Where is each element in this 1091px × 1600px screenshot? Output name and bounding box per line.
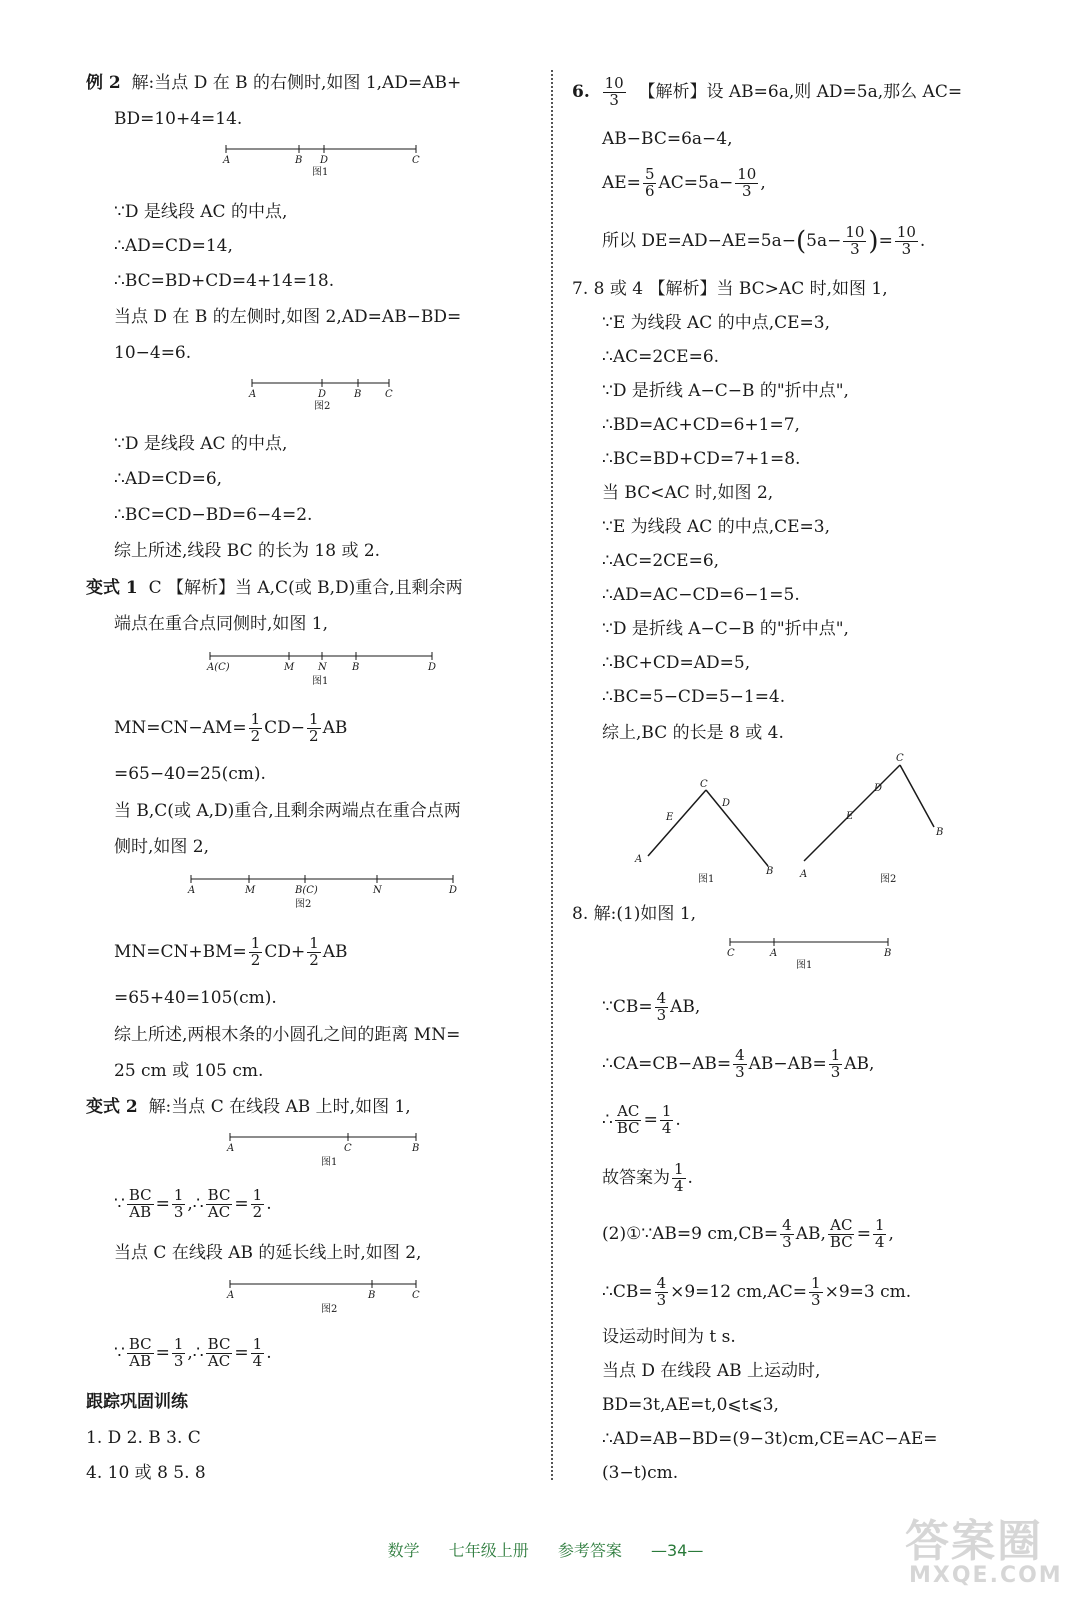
question-8-line-5: 故答案为 $\frac{1}{4}$ . <box>602 1160 693 1195</box>
v2-f2-label-b: B <box>368 1290 376 1301</box>
example-2-line-5: ∴BC=BD+CD=4+14=18. <box>114 271 335 291</box>
frac-one-half: $\frac{1}{2}$ <box>250 710 261 745</box>
question-8-line-8: 设运动时间为 t s. <box>602 1327 736 1347</box>
frac-bc-over-ab: $\frac{BC}{AB}$ <box>128 1186 152 1221</box>
q7-f1-label-e: E <box>666 812 674 823</box>
v2-f2-caption: 图2 <box>321 1304 338 1315</box>
footer-grade: 七年级上册 <box>448 1541 529 1560</box>
question-7-line-13: ∴BC=5−CD=5−1=4. <box>602 687 786 707</box>
v1-f2-label-m: M <box>245 885 256 896</box>
q7-f2-label-e: E <box>846 811 854 822</box>
q7-f1-label-a: A <box>635 854 643 865</box>
ex2-figure-2 <box>246 377 406 417</box>
question-8-line-9: 当点 D 在线段 AB 上运动时, <box>602 1361 821 1381</box>
example-2-line-6: 当点 D 在 B 的左侧时,如图 2,AD=AB−BD= <box>114 307 462 327</box>
answers-row-2: 4. 10 或 8 5. 8 <box>86 1463 206 1483</box>
variant-1-line-8: 25 cm 或 105 cm. <box>114 1061 264 1081</box>
q7-f2-label-a: A <box>800 869 808 880</box>
v1-f1-caption: 图1 <box>312 676 329 687</box>
q8-f1-caption: 图1 <box>796 960 813 971</box>
q7-f2-caption: 图2 <box>880 874 897 885</box>
question-7-line-4: ∵D 是折线 A−C−B 的"折中点", <box>602 381 849 401</box>
frac-one-fourth: $\frac{1}{4}$ <box>661 1102 672 1137</box>
frac-one-fourth: $\frac{1}{4}$ <box>252 1335 263 1370</box>
example-2-line-7: 10−4=6. <box>114 343 192 363</box>
v2-f2-label-c: C <box>412 1290 420 1301</box>
footer-label: 参考答案 <box>557 1541 622 1560</box>
frac-ac-over-bc: $\frac{AC}{BC}$ <box>829 1216 853 1251</box>
frac-ten-thirds: $\frac{10}{3}$ <box>604 74 624 109</box>
example-2-line-3: ∵D 是线段 AC 的中点, <box>114 202 288 222</box>
ex2-f1-label-d: D <box>320 155 329 166</box>
frac-one-half: $\frac{1}{2}$ <box>252 1186 263 1221</box>
variant-1-line-2: 端点在重合点同侧时,如图 1, <box>114 614 329 634</box>
question-8-line-4: ∴ $\frac{AC}{BC}$ = $\frac{1}{4}$ . <box>602 1102 681 1137</box>
v2-figure-1 <box>224 1131 434 1173</box>
ex2-f1-caption: 图1 <box>312 167 329 178</box>
v1-f1-label-b: B <box>352 662 360 673</box>
q7-figure-1 <box>632 770 792 890</box>
v1-f2-caption: 图2 <box>295 899 312 910</box>
variant-1-equation-2: MN=CN+BM= $\frac{1}{2}$ CD+ $\frac{1}{2}$ AB <box>114 934 348 969</box>
variant-1-equation-1: MN=CN−AM= $\frac{1}{2}$ CD− $\frac{1}{2}$ AB <box>114 710 348 745</box>
question-7-line-6: ∴BC=BD+CD=7+1=8. <box>602 449 801 469</box>
example-2-line-8: ∵D 是线段 AC 的中点, <box>114 434 288 454</box>
footer-page-number: —34— <box>650 1541 704 1560</box>
v1-figure-2 <box>185 873 475 915</box>
variant-2-ratio-1: ∵ $\frac{BC}{AB}$ = $\frac{1}{3}$ ,∴ $\frac{BC}{AC}$ = $\frac{1}{2}$ . <box>114 1186 272 1221</box>
q8-figure-1 <box>724 936 904 976</box>
answers-row-1: 1. D 2. B 3. C <box>86 1428 201 1448</box>
variant-1-line-4: 当 B,C(或 A,D)重合,且剩余两端点在重合点两 <box>114 801 461 821</box>
frac-bc-over-ab: $\frac{BC}{AB}$ <box>128 1335 152 1370</box>
ex2-figure-1 <box>220 143 430 183</box>
variant-2-ratio-2: ∵ $\frac{BC}{AB}$ = $\frac{1}{3}$ ,∴ $\frac{BC}{AC}$ = $\frac{1}{4}$ . <box>114 1335 272 1370</box>
ex2-f2-label-b: B <box>354 389 362 400</box>
v1-f2-label-bc: B(C) <box>295 885 318 896</box>
q8-f1-label-a: A <box>770 948 778 959</box>
q7-f1-label-b: B <box>766 866 774 877</box>
footer-subject: 数学 <box>387 1541 420 1560</box>
frac-bc-over-ac: $\frac{BC}{AC}$ <box>207 1335 231 1370</box>
v1-f1-label-n: N <box>318 662 327 673</box>
question-8-line-11: ∴AD=AB−BD=(9−3t)cm,CE=AC−AE= <box>602 1429 938 1449</box>
example-2-line-4: ∴AD=CD=14, <box>114 236 233 256</box>
ex2-f2-label-c: C <box>385 389 393 400</box>
watermark-text: 答案圈 <box>905 1516 1043 1567</box>
ex2-f2-caption: 图2 <box>314 401 331 412</box>
column-divider <box>551 70 553 1480</box>
q7-f1-label-d: D <box>722 798 731 809</box>
example-2-line-11: 综上所述,线段 BC 的长为 18 或 2. <box>114 541 381 561</box>
v2-f2-label-a: A <box>227 1290 235 1301</box>
frac-four-thirds: $\frac{4}{3}$ <box>782 1216 792 1251</box>
v1-f2-label-d: D <box>449 885 458 896</box>
question-8-line-1: 8. 解:(1)如图 1, <box>572 904 697 924</box>
ex2-f1-label-a: A <box>223 155 231 166</box>
variant-2-line-2: 当点 C 在线段 AB 的延长线上时,如图 2, <box>114 1243 422 1263</box>
frac-ac-over-bc: $\frac{AC}{BC}$ <box>616 1102 640 1137</box>
question-7-line-9: ∴AC=2CE=6, <box>602 551 720 571</box>
q7-figure-2 <box>796 755 966 890</box>
example-2-line-1: 例 2 解:当点 D 在 B 的右侧时,如图 1,AD=AB+ <box>86 73 462 93</box>
frac-one-third: $\frac{1}{3}$ <box>173 1335 184 1370</box>
frac-one-half: $\frac{1}{2}$ <box>250 934 261 969</box>
question-7-line-5: ∴BD=AC+CD=6+1=7, <box>602 415 800 435</box>
v1-f2-label-a: A <box>188 885 196 896</box>
q8-f1-label-c: C <box>727 948 735 959</box>
question-7-line-10: ∴AD=AC−CD=6−1=5. <box>602 585 800 605</box>
watermark-url: MXQE.COM <box>909 1563 1063 1588</box>
frac-one-third: $\frac{1}{3}$ <box>830 1046 841 1081</box>
q7-f1-caption: 图1 <box>698 874 715 885</box>
frac-ten-thirds: $\frac{10}{3}$ <box>896 223 916 258</box>
frac-one-half: $\frac{1}{2}$ <box>309 934 319 969</box>
frac-one-half: $\frac{1}{2}$ <box>309 710 319 745</box>
variant-2-line-1: 变式 2 解:当点 C 在线段 AB 上时,如图 1, <box>86 1097 411 1117</box>
v2-f1-label-b: B <box>412 1143 420 1154</box>
frac-one-fourth: $\frac{1}{4}$ <box>874 1216 885 1251</box>
question-8-line-7: ∴CB= $\frac{4}{3}$ ×9=12 cm,AC= $\frac{1}{3}$ ×9=3 cm. <box>602 1274 912 1309</box>
variant-1-line-7: 综上所述,两根木条的小圆孔之间的距离 MN= <box>114 1025 461 1045</box>
question-8-line-3: ∴CA=CB−AB= $\frac{4}{3}$ AB−AB= $\frac{1}{3}$ AB, <box>602 1046 875 1081</box>
variant-1-line-3: =65−40=25(cm). <box>114 764 266 784</box>
question-7-line-8: ∵E 为线段 AC 的中点,CE=3, <box>602 517 831 537</box>
frac-bc-over-ac: $\frac{BC}{AC}$ <box>207 1186 231 1221</box>
v2-f1-label-a: A <box>227 1143 235 1154</box>
frac-one-third: $\frac{1}{3}$ <box>811 1274 821 1309</box>
question-6-line-3: AE= $\frac{5}{6}$ AC=5a− $\frac{10}{3}$ , <box>602 165 766 200</box>
frac-one-third: $\frac{1}{3}$ <box>173 1186 184 1221</box>
v1-f1-label-d: D <box>428 662 437 673</box>
question-7-line-14: 综上,BC 的长是 8 或 4. <box>602 723 784 743</box>
v1-f1-label-ac: A(C) <box>207 662 230 673</box>
question-6-line-2: AB−BC=6a−4, <box>602 129 733 149</box>
frac-four-thirds: $\frac{4}{3}$ <box>735 1046 745 1081</box>
question-6-line-1: 6. $\frac{10}{3}$ 【解析】设 AB=6a,则 AD=5a,那么 AC= <box>572 74 963 109</box>
q8-f1-label-b: B <box>884 948 892 959</box>
question-7-line-12: ∴BC+CD=AD=5, <box>602 653 751 673</box>
question-8-line-2: ∵CB= $\frac{4}{3}$ AB, <box>602 989 701 1024</box>
ex2-f2-label-a: A <box>249 389 257 400</box>
question-8-line-12: (3−t)cm. <box>602 1463 679 1483</box>
variant-1-line-1: 变式 1 C 【解析】当 A,C(或 B,D)重合,且剩余两 <box>86 578 463 598</box>
example-2-line-9: ∴AD=CD=6, <box>114 469 223 489</box>
ex2-f1-label-b: B <box>295 155 303 166</box>
question-7-line-11: ∵D 是折线 A−C−B 的"折中点", <box>602 619 849 639</box>
v2-figure-2 <box>224 1278 434 1320</box>
question-7-line-7: 当 BC<AC 时,如图 2, <box>602 483 774 503</box>
v2-f1-label-c: C <box>344 1143 352 1154</box>
q7-f2-label-c: C <box>896 753 904 764</box>
question-7-line-1: 7. 8 或 4 【解析】当 BC>AC 时,如图 1, <box>572 279 888 299</box>
frac-four-thirds: $\frac{4}{3}$ <box>656 989 667 1024</box>
question-6-line-4: 所以 DE=AD−AE=5a−(5a− $\frac{10}{3}$ )= $\frac{10}{3}$ . <box>602 223 926 258</box>
q7-f2-label-d: D <box>874 783 883 794</box>
example-2-line-10: ∴BC=CD−BD=6−4=2. <box>114 505 313 525</box>
frac-five-sixths: $\frac{5}{6}$ <box>644 165 655 200</box>
variant-1-line-6: =65+40=105(cm). <box>114 988 277 1008</box>
watermark-logo <box>905 1505 1063 1588</box>
question-8-line-10: BD=3t,AE=t,0⩽t⩽3, <box>602 1395 779 1415</box>
frac-four-thirds: $\frac{4}{3}$ <box>656 1274 667 1309</box>
question-7-line-2: ∵E 为线段 AC 的中点,CE=3, <box>602 313 831 333</box>
question-7-line-3: ∴AC=2CE=6. <box>602 347 720 367</box>
q7-f2-label-b: B <box>936 827 944 838</box>
variant-1-line-5: 侧时,如图 2, <box>114 837 210 857</box>
ex2-f1-label-c: C <box>412 155 420 166</box>
example-2-line-2: BD=10+4=14. <box>114 109 243 129</box>
frac-ten-thirds: $\frac{10}{3}$ <box>845 223 865 258</box>
ex2-f2-label-d: D <box>318 389 327 400</box>
frac-ten-thirds: $\frac{10}{3}$ <box>737 165 757 200</box>
question-8-line-6: (2)①∵AB=9 cm,CB= $\frac{4}{3}$ AB, $\frac{AC}{BC}$ = $\frac{1}{4}$ , <box>602 1216 894 1251</box>
v1-f1-label-m: M <box>284 662 295 673</box>
q7-f1-label-c: C <box>700 779 708 790</box>
v1-figure-1 <box>204 650 444 692</box>
v1-f2-label-n: N <box>373 885 382 896</box>
v2-f1-caption: 图1 <box>321 1157 338 1168</box>
frac-one-fourth: $\frac{1}{4}$ <box>674 1160 684 1195</box>
track-training-title: 跟踪巩固训练 <box>86 1392 188 1412</box>
